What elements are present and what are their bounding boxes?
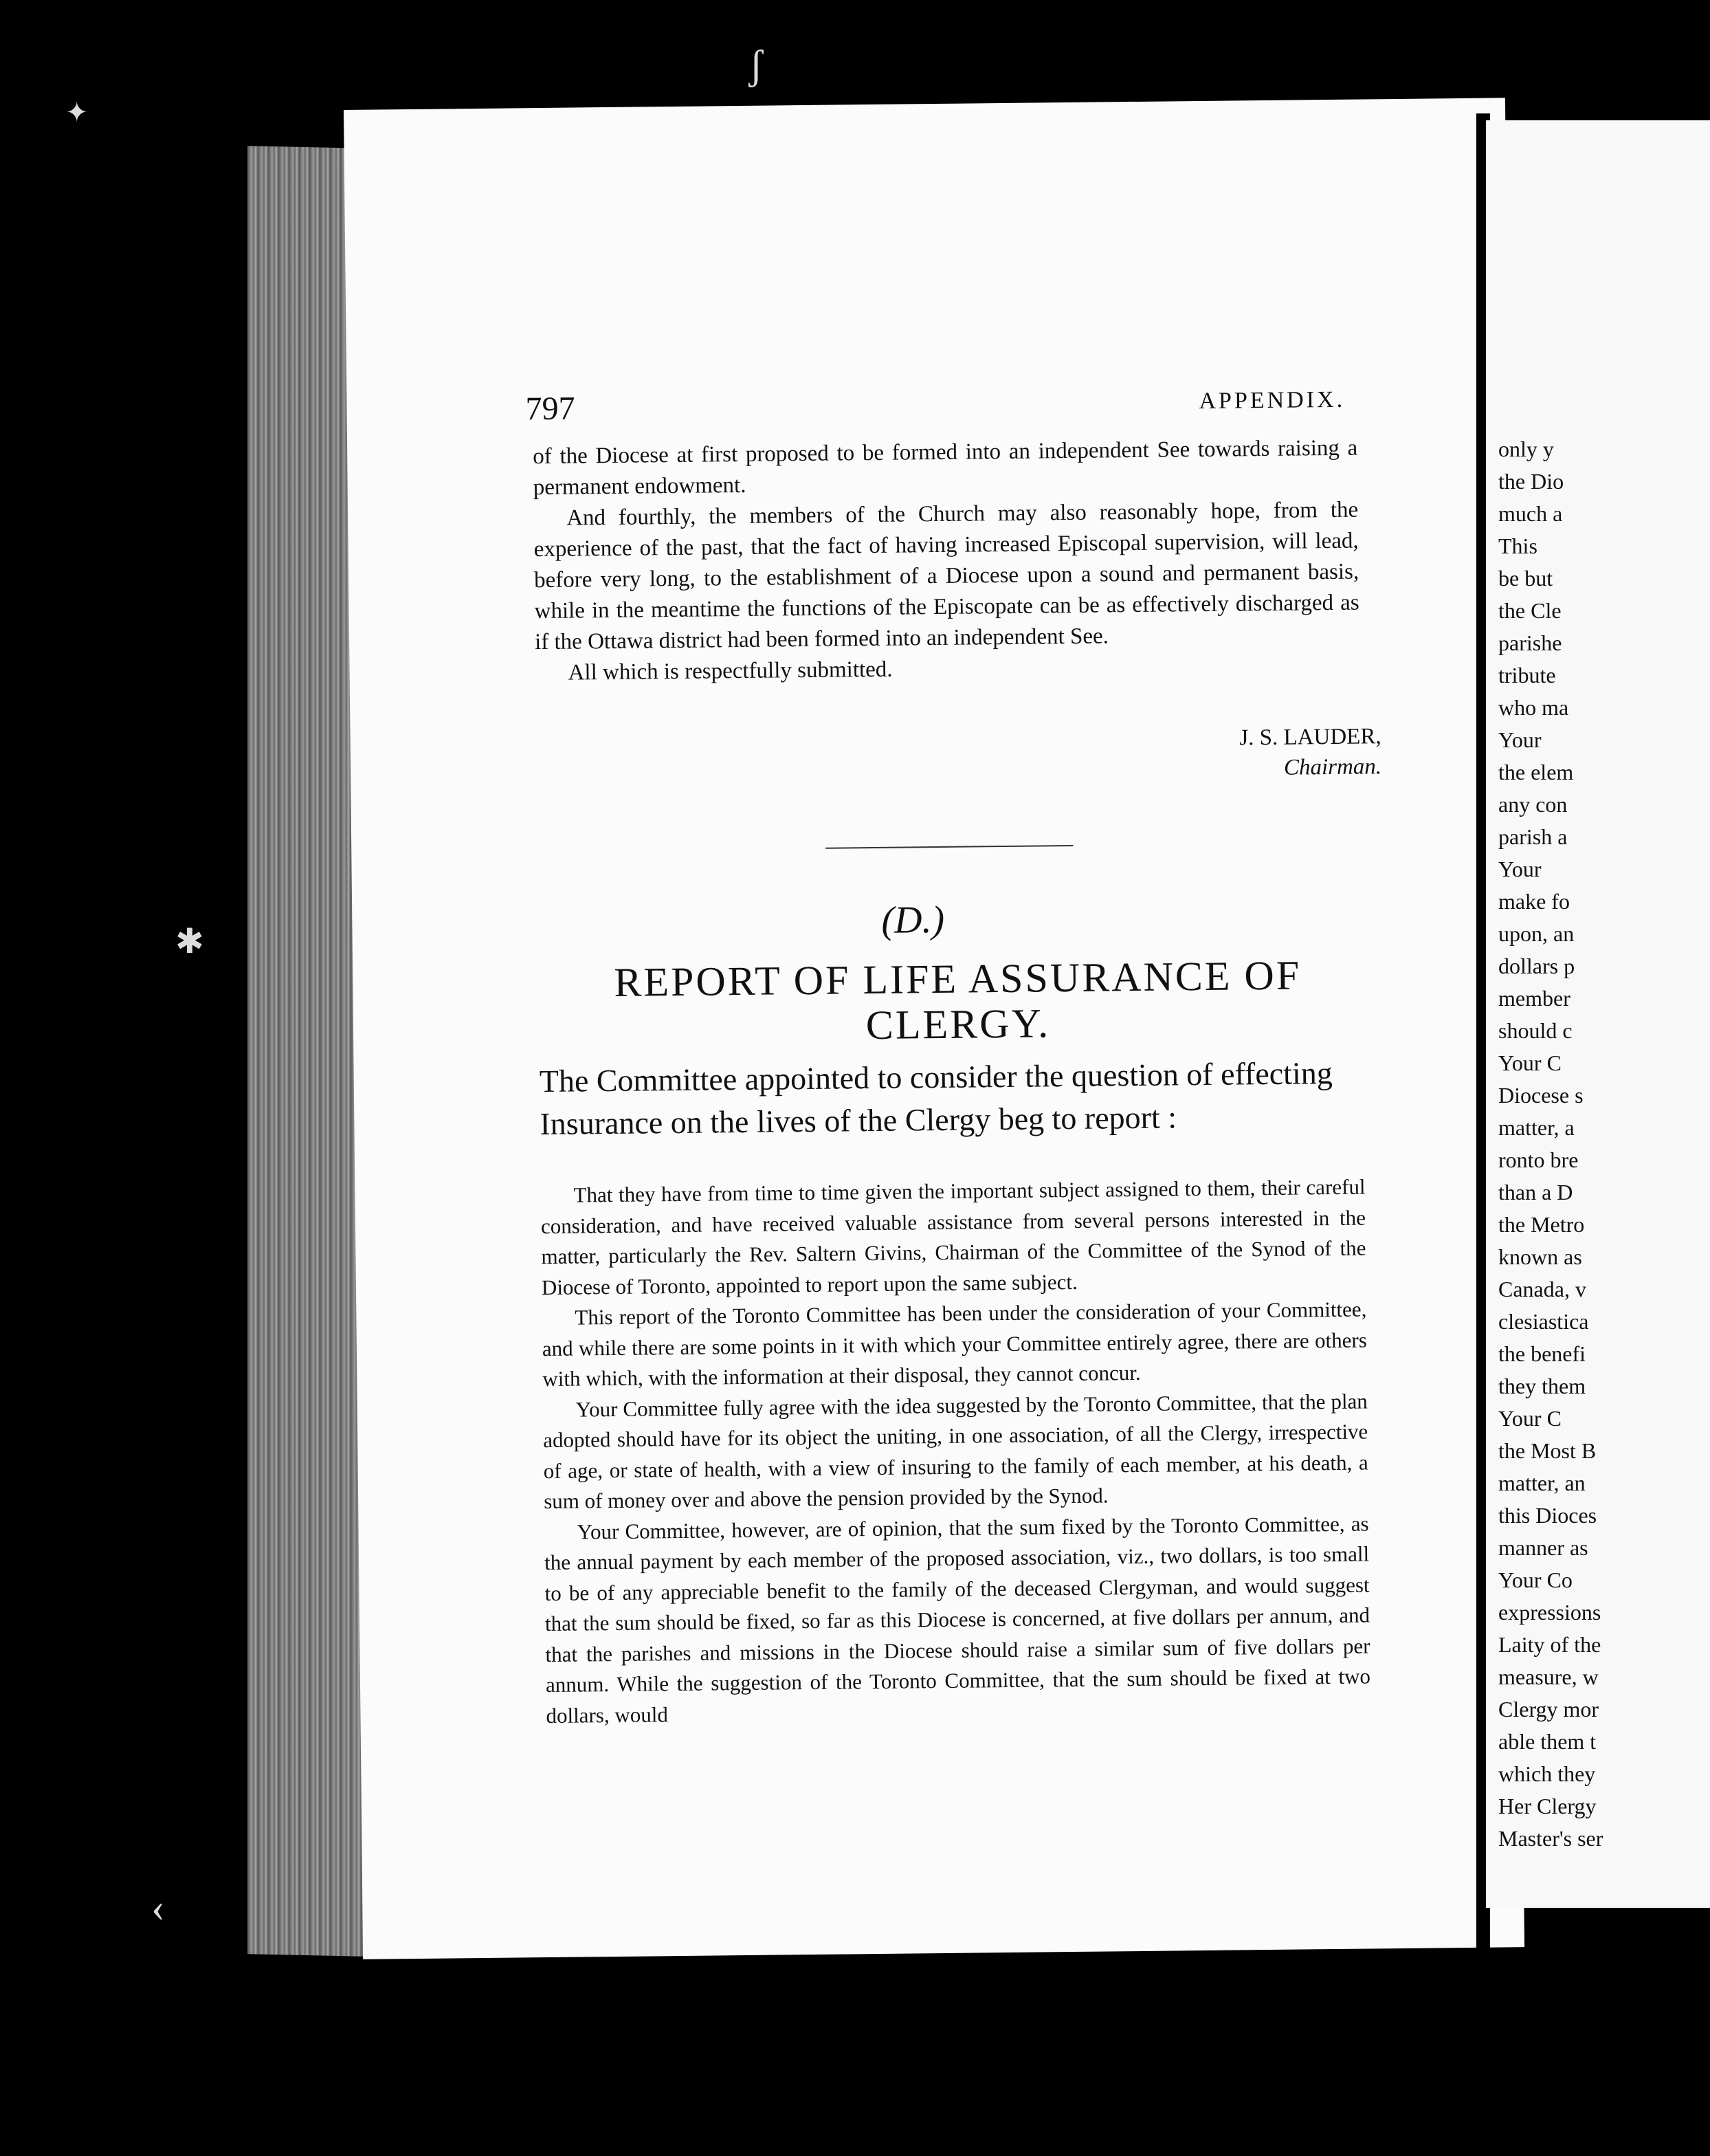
- continued-text: [533, 433, 1360, 690]
- right-page-line: than a D: [1498, 1180, 1573, 1204]
- right-page-line: the Metro: [1498, 1212, 1585, 1237]
- right-page-line: make fo: [1498, 889, 1570, 914]
- right-page-line: Her Clergy: [1498, 1794, 1597, 1818]
- right-page-line: Laity of the: [1498, 1632, 1601, 1657]
- running-head-title: APPENDIX.: [1199, 386, 1346, 414]
- right-page-line: only y: [1498, 437, 1554, 461]
- paragraph: of the Diocese at first proposed to be formed into an independent See towards raising a permanent endowment.: [533, 435, 1358, 500]
- right-page-line: measure, w: [1498, 1664, 1599, 1689]
- scan-mark: ʃ: [749, 42, 763, 87]
- section-divider: [825, 845, 1073, 849]
- right-page-line: tribute: [1498, 663, 1556, 688]
- right-page-line: known as: [1498, 1244, 1582, 1269]
- signatory-role: Chairman.: [1283, 754, 1382, 780]
- right-page-line: Your: [1498, 857, 1542, 881]
- right-page-line: Your: [1498, 727, 1542, 752]
- right-page-line: any con: [1498, 792, 1568, 817]
- right-page-line: who ma: [1498, 695, 1569, 720]
- page-number: 797: [525, 390, 575, 428]
- paragraph: Your Committee fully agree with the idea suggested by the Toronto Committee, that the plan adopted should have for its object the uniting, in one association, of all the Clergy, irrespective of age, or state of health, with a view of insuring to the family of each member, at his death, a sum of money over and above the pension provided by the Synod.: [543, 1389, 1368, 1514]
- right-page-line: clesiastica: [1498, 1309, 1589, 1334]
- right-page-line: the Cle: [1498, 598, 1562, 623]
- paragraph: And fourthly, the members of the Church may also reasonably hope, from the experience of the past, that the fact of having increased Episcopal supervision, will lead, before very long, to the establishment of a Diocese upon a sound and permanent basis, while in the meantime the functions of the Episcopate can be as effectively discharged as if the Ottawa district had been formed into an independent See.: [533, 497, 1359, 655]
- right-page-line: matter, an: [1498, 1471, 1586, 1495]
- paragraph: That they have from time to time given the important subject assigned to them, their careful consideration, and have received valuable assistance from several persons interested in the matter, particularly the Rev. Saltern Givins, Chairman of the Committee of the Synod of the Diocese of Toronto, appointed to report upon the same subject.: [540, 1174, 1366, 1299]
- right-page-line: dollars p: [1498, 954, 1575, 978]
- right-page-line: the benefi: [1498, 1341, 1586, 1366]
- right-page-line: Your Co: [1498, 1568, 1573, 1592]
- scan-mark: ✱: [175, 922, 204, 960]
- right-page-line: the Dio: [1498, 469, 1564, 494]
- paragraph: This report of the Toronto Committee has been under the consideration of your Committee, and while there are some points in it with which your Committee entirely agree, there are others with which, with the information at their disposal, they cannot concur.: [542, 1297, 1367, 1392]
- right-page-line: expressions: [1498, 1600, 1601, 1625]
- right-page-line: Your C: [1498, 1050, 1562, 1075]
- scan-mark: ✦: [65, 97, 89, 128]
- right-page-line: should c: [1498, 1018, 1573, 1043]
- right-page-line: member: [1498, 986, 1570, 1011]
- right-page-line: Master's ser: [1498, 1826, 1603, 1851]
- right-page-line: parishe: [1498, 630, 1562, 655]
- right-page-line: much a: [1498, 501, 1563, 526]
- right-page-line: upon, an: [1498, 921, 1575, 946]
- right-page-line: Diocese s: [1498, 1083, 1584, 1108]
- signatory-name: J. S. LAUDER,: [1239, 724, 1381, 751]
- right-page-line: the elem: [1498, 760, 1574, 784]
- right-page-line: the Most B: [1498, 1438, 1597, 1463]
- scan-mark: ‹: [151, 1884, 165, 1930]
- right-page-line: be but: [1498, 566, 1553, 591]
- right-page-line: Canada, v: [1498, 1277, 1586, 1301]
- right-page-line: ronto bre: [1498, 1147, 1579, 1172]
- right-page-line: manner as: [1498, 1535, 1588, 1560]
- right-page-line: which they: [1498, 1761, 1596, 1786]
- signature-block: [1092, 721, 1381, 784]
- paragraph: All which is respectfully submitted.: [568, 657, 893, 685]
- right-page-line: Clergy mor: [1498, 1697, 1599, 1722]
- section-letter: (D.): [881, 898, 945, 942]
- right-page-line: matter, a: [1498, 1115, 1575, 1140]
- paragraph: Your Committee, however, are of opinion, that the sum fixed by the Toronto Committee, as the annual payment by each member of the proposed association, viz., two dollars, is too small to be of any appreciable benefit to the family of the deceased Clergyman, and would suggest that the sum should be fixed, so far as this Diocese is concerned, at five dollars per annum, and that the parishes and missions in the Diocese should raise a similar sum of five dollars per annum. While the suggestion of the Toronto Committee, that the sum should be fixed at two dollars, would: [544, 1510, 1371, 1728]
- right-page-line: able them t: [1498, 1729, 1597, 1754]
- right-page-line: Your C: [1498, 1406, 1562, 1431]
- right-page-line: they them: [1498, 1374, 1586, 1398]
- right-page-line: parish a: [1498, 824, 1568, 849]
- right-page-text: [1498, 433, 1710, 1855]
- right-page-line: this Dioces: [1498, 1503, 1597, 1528]
- report-body: [540, 1172, 1370, 1732]
- right-page-line: This: [1498, 534, 1537, 558]
- section-title: REPORT OF LIFE ASSURANCE OF CLERGY.: [614, 952, 1302, 1048]
- section-intro: The Committee appointed to consider the question of effecting Insurance on the lives of the Clergy beg to report :: [539, 1055, 1333, 1142]
- left-page: [344, 98, 1524, 1959]
